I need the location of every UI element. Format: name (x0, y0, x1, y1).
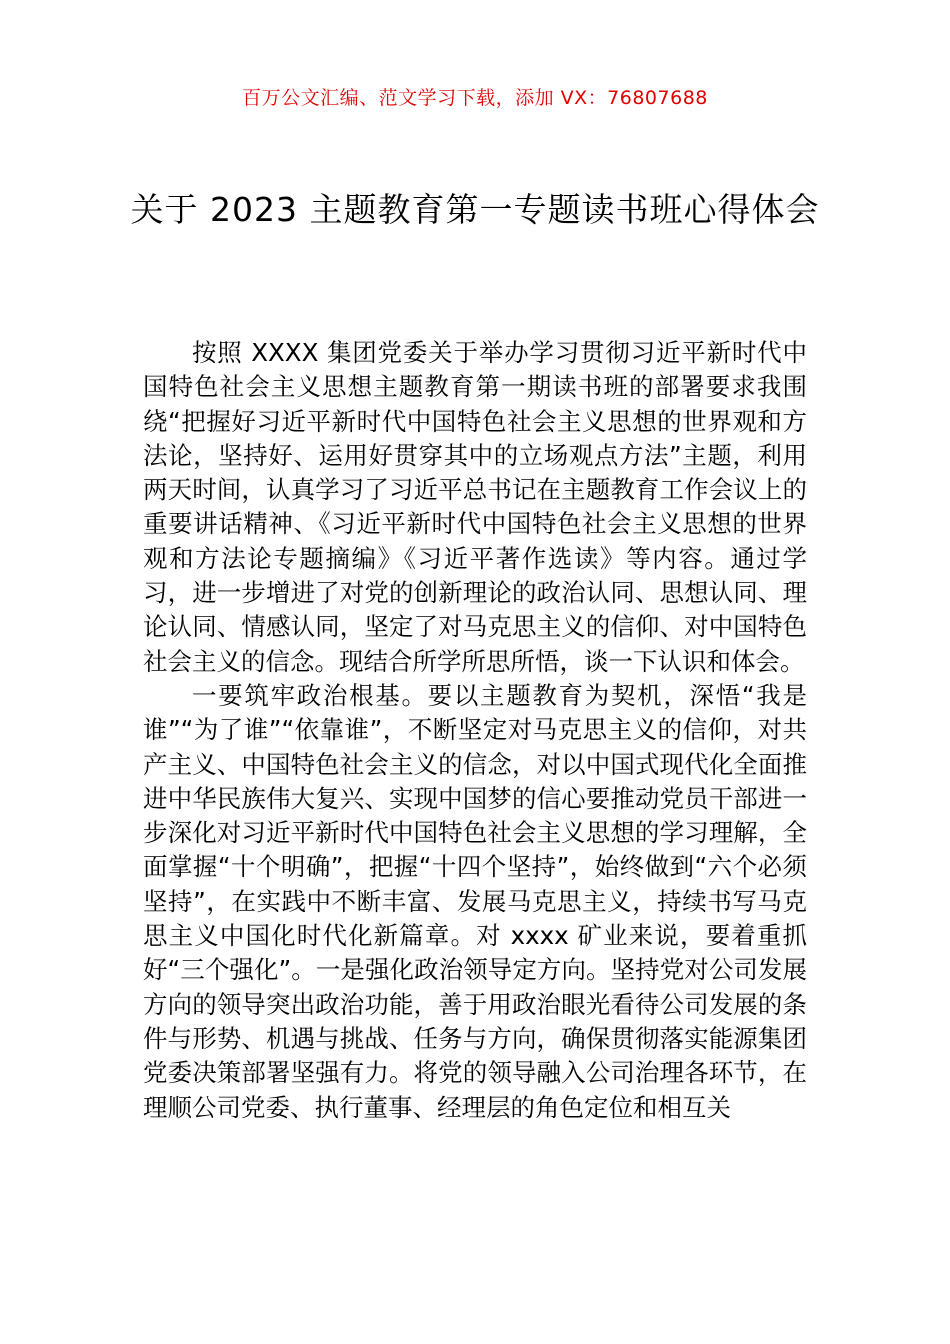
document-body (143, 336, 807, 1125)
body-paragraph: 按照 XXXX 集团党委关于举办学习贯彻习近平新时代中国特色社会主义思想主题教育第一期读书班的部署要求我围绕“把握好习近平新时代中国特色社会主义思想的世界观和方法论，坚持好、运用好贯穿其中的立场观点方法”主题，利用两天时间，认真学习了习近平总书记在主题教育工作会议上的重要讲话精神、《习近平新时代中国特色社会主义思想的世界观和方法论专题摘编》《习近平著作选读》等内容。通过学习，进一步增进了对党的创新理论的政治认同、思想认同、理论认同、情感认同，坚定了对马克思主义的信仰、对中国特色社会主义的信念。现结合所学所思所悟，谈一下认识和体会。 (143, 338, 807, 676)
document-title: 关于 2023 主题教育第一专题读书班心得体会 (130, 190, 820, 229)
header-note: 百万公文汇编、范文学习下载，添加 VX：76807688 (242, 87, 708, 109)
body-paragraph: 一要筑牢政治根基。要以主题教育为契机，深悟“我是谁”“为了谁”“依靠谁”，不断坚定对马克思主义的信仰，对共产主义、中国特色社会主义的信念，对以中国式现代化全面推进中华民族伟大复兴、实现中国梦的信心要推动党员干部进一步深化对习近平新时代中国特色社会主义思想的学习理解，全面掌握“十个明确”，把握“十四个坚持”，始终做到“六个必须坚持”，在实践中不断丰富、发展马克思主义，持续书写马克思主义中国化时代化新篇章。对 xxxx 矿业来说，要着重抓好“三个强化”。一是强化政治领导定方向。坚持党对公司发展方向的领导突出政治功能，善于用政治眼光看待公司发展的条件与形势、机遇与挑战、任务与方向，确保贯彻落实能源集团党委决策部署坚强有力。将党的领导融入公司治理各环节，在理顺公司党委、执行董事、经理层的角色定位和相互关 (143, 680, 807, 1122)
